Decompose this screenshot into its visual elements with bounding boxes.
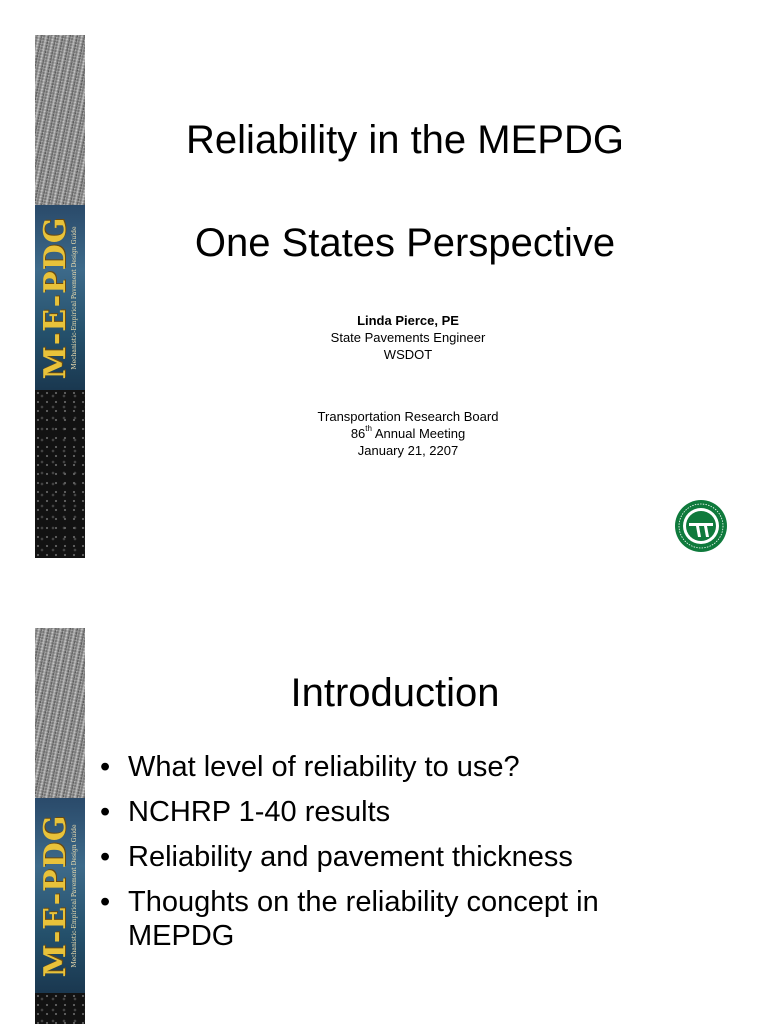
list-item: • NCHRP 1-40 results	[100, 796, 391, 828]
event-date: January 21, 2207	[357, 443, 459, 458]
wsdot-seal-icon	[674, 499, 728, 553]
meeting-number: 86	[350, 426, 366, 441]
list-item: • Reliability and pavement thickness	[100, 841, 573, 873]
mepdg-logo-panel	[35, 798, 85, 993]
author-block	[158, 312, 658, 363]
list-item: • Thoughts on the reliability concept in MEPDG	[100, 886, 599, 952]
bullet-icon: •	[100, 886, 111, 918]
mepdg-logo-text: M-E-PDG	[38, 814, 73, 977]
pavement-texture-image	[35, 628, 85, 798]
aggregate-texture-image	[35, 993, 85, 1024]
event-name: Transportation Research Board	[317, 409, 499, 424]
bullet-icon: •	[100, 841, 111, 873]
bullet-list	[100, 750, 660, 964]
author-name: Linda Pierce, PE	[357, 313, 459, 328]
pavement-texture-image	[35, 35, 85, 205]
slide-subtitle: One States Perspective	[194, 221, 616, 265]
aggregate-texture-image	[35, 390, 85, 558]
author-title: State Pavements Engineer	[330, 330, 486, 345]
list-item: • What level of reliability to use?	[100, 751, 520, 783]
author-org: WSDOT	[383, 347, 433, 362]
meeting-line	[158, 425, 658, 442]
meeting-label: Annual Meeting	[371, 426, 466, 441]
introduction-slide	[0, 600, 768, 1024]
meeting-suffix: th	[365, 424, 372, 433]
mepdg-logo-panel	[35, 205, 85, 390]
mepdg-banner	[35, 628, 85, 1024]
event-block	[158, 408, 658, 459]
slide-title: Introduction	[290, 671, 500, 715]
mepdg-logo-text: M-E-PDG	[38, 216, 73, 379]
mepdg-logo-subtitle: Mechanistic-Empirical Pavement Design Guide	[71, 823, 78, 968]
bullet-icon: •	[100, 751, 111, 783]
bullet-icon: •	[100, 796, 111, 828]
mepdg-banner	[35, 35, 85, 558]
slide-title: Reliability in the MEPDG	[186, 118, 624, 162]
mepdg-logo-subtitle: Mechanistic-Empirical Pavement Design Guide	[71, 225, 78, 370]
